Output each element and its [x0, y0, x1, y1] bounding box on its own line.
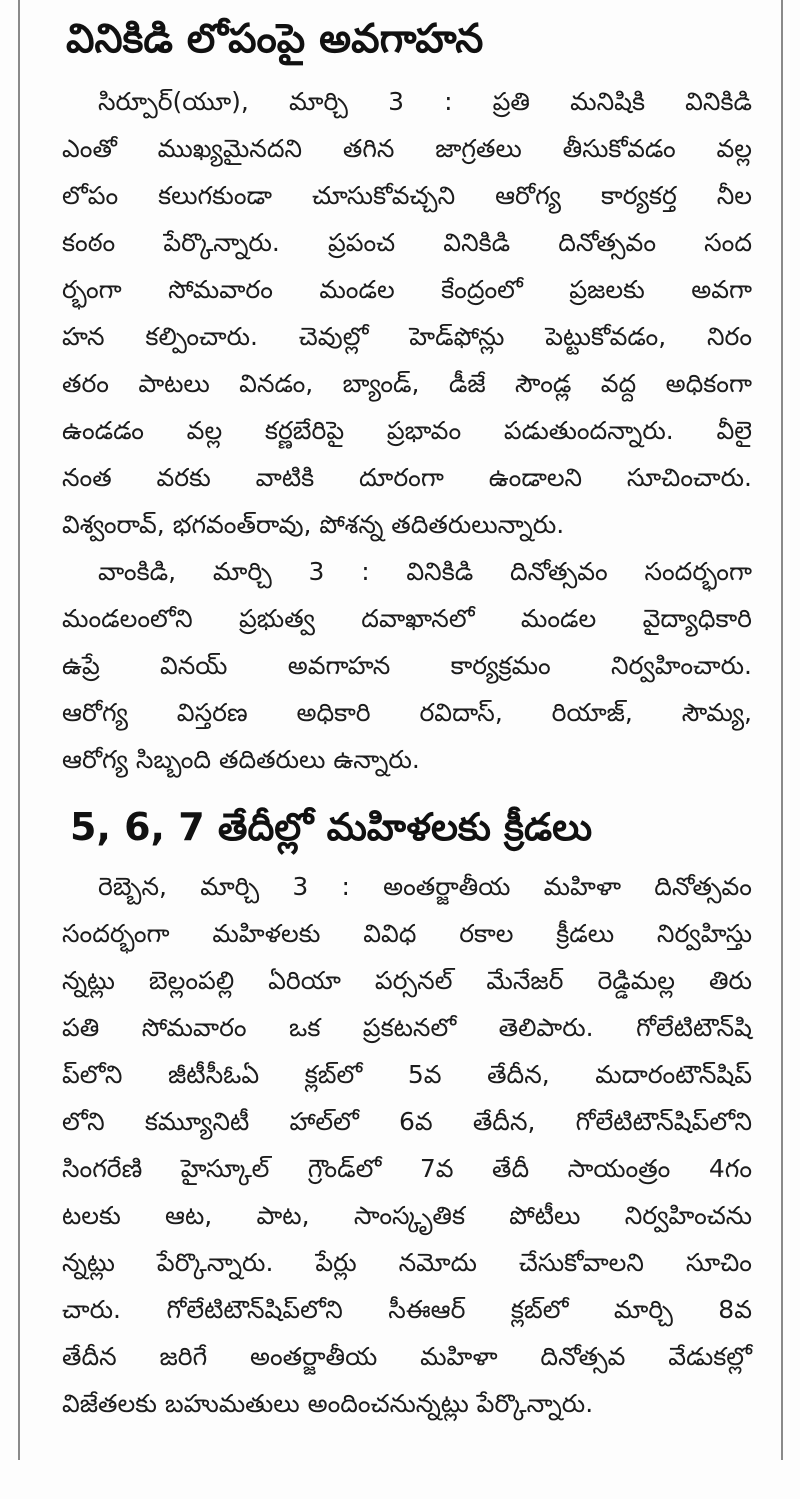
article-line: పతి సోమవారం ఒక ప్రకటనలో తెలిపారు. గోలేటిటౌన్‌షి	[62, 1013, 752, 1042]
article-line: ఎంతో ముఖ్యమైనదని తగిన జాగ్రతలు తీసుకోవడం వల్ల	[62, 134, 752, 163]
article-line: టలకు ఆట, పాట, సాంస్కృతిక పోటీలు నిర్వహించను	[62, 1201, 752, 1230]
article-line: ఆరోగ్య సిబ్బంది తదితరులు ఉన్నారు.	[62, 745, 420, 774]
article-line: ప్‌లోని జీటీసీఓఏ క్లబ్‌లో 5వ తేదీన, మదారంటౌన్‌షిప్	[62, 1060, 752, 1089]
column-rule-left	[18, 0, 20, 1460]
article-line: మండలంలోని ప్రభుత్వ దవాఖానలో మండల వైద్యాధికారి	[62, 604, 752, 633]
article-line: రెబ్బెన, మార్చి 3 : అంతర్జాతీయ మహిళా దినోత్సవం	[98, 872, 752, 901]
article-line: లోపం కలుగకుండా చూసుకోవచ్చని ఆరోగ్య కార్యకర్త నీల	[62, 181, 752, 210]
article-line: సింగరేణి హైస్కూల్ గ్రౌండ్‌లో 7వ తేదీ సాయంత్రం 4గం	[62, 1154, 752, 1183]
column-rule-right	[781, 0, 783, 1460]
article-headline: 5, 6, 7 తేదీల్లో మహిళలకు క్రీడలు	[70, 805, 593, 849]
article-line: విశ్వంరావ్, భగవంత్‌రావు, పోశన్న తదితరులున్నారు.	[62, 510, 565, 539]
article-body	[62, 863, 752, 1427]
article-line: ఉండడం వల్ల కర్ణబేరిపై ప్రభావం పడుతుందన్నారు. వీలై	[62, 416, 752, 445]
article-line: సిర్పూర్(యూ), మార్చి 3 : ప్రతి మనిషికి వినికిడి	[98, 87, 752, 116]
news-column	[62, 0, 752, 1427]
article-body	[62, 78, 752, 783]
article-line: తేదీన జరిగే అంతర్జాతీయ మహిళా దినోత్సవ వేడుకల్లో	[62, 1342, 752, 1371]
article-line: న్నట్లు పేర్కొన్నారు. పేర్లు నమోదు చేసుకోవాలని సూచిం	[62, 1248, 752, 1277]
article-line: విజేతలకు బహుమతులు అందించనున్నట్లు పేర్కొన్నారు.	[62, 1389, 594, 1418]
article-line: ర్భంగా సోమవారం మండల కేంద్రంలో ప్రజలకు అవగా	[62, 275, 752, 304]
article-line: వాంకిడి, మార్చి 3 : వినికిడి దినోత్సవం సందర్భంగా	[98, 557, 752, 586]
article-line: ఆరోగ్య విస్తరణ అధికారి రవిదాస్, రియాజ్, సౌమ్య,	[62, 698, 752, 727]
article-line: నంత వరకు వాటికి దూరంగా ఉండాలని సూచించారు.	[62, 463, 752, 492]
article-line: ఉప్రే వినయ్ అవగాహన కార్యక్రమం నిర్వహించారు.	[62, 651, 752, 680]
article-line: చారు. గోలేటిటౌన్‌షిప్‌లోని సీఈఆర్ క్లబ్‌లో మార్చి 8వ	[62, 1295, 752, 1324]
article-line: సందర్భంగా మహిళలకు వివిధ రకాల క్రీడలు నిర్వహిస్తు	[62, 919, 752, 948]
article-headline: వినికిడి లోపంపై అవగాహన	[66, 16, 484, 62]
article-line: తరం పాటలు వినడం, బ్యాండ్, డీజే సౌండ్ల వద్ద అధికంగా	[62, 369, 752, 398]
article-line: కంఠం పేర్కొన్నారు. ప్రపంచ వినికిడి దినోత్సవం సంద	[62, 228, 752, 257]
article-line: హన కల్పించారు. చెవుల్లో హెడ్‌ఫోన్లు పెట్టుకోవడం, నిరం	[62, 322, 752, 351]
article-line: లోని కమ్యూనిటీ హాల్‌లో 6వ తేదీన, గోలేటిటౌన్‌షిప్‌లోని	[62, 1107, 752, 1136]
article-line: న్నట్లు బెల్లంపల్లి ఏరియా పర్సనల్ మేనేజర్ రెడ్డిమల్ల తిరు	[62, 966, 752, 995]
